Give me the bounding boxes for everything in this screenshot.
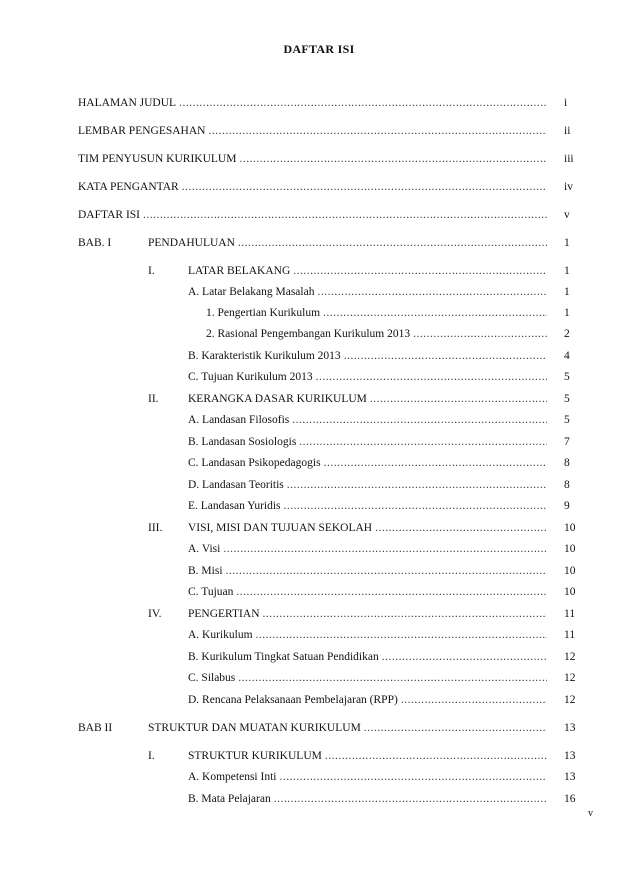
toc-entry-label: C. Tujuan (188, 586, 234, 598)
toc-entry-page-number: 5 (564, 414, 570, 426)
toc-entry-label: A. Kurikulum (188, 629, 253, 641)
toc-entry-label: B. Misi (188, 565, 223, 577)
toc-entry-label: 2. Rasional Pengembangan Kurikulum 2013 (206, 328, 411, 340)
toc-entry-page-number: 12 (564, 651, 576, 663)
page-number-footer: v (588, 808, 593, 819)
toc-entry-label: 1. Pengertian Kurikulum (206, 307, 321, 319)
toc-entry[interactable] (188, 650, 550, 664)
toc-entry-page-number: ii (564, 125, 571, 137)
dot-leader (364, 721, 547, 735)
dot-leader (223, 542, 547, 556)
dot-leader (208, 124, 547, 138)
toc-entry[interactable] (188, 585, 550, 599)
toc-entry-label: A. Latar Belakang Masalah (188, 286, 315, 298)
dot-leader (325, 749, 547, 763)
toc-entry-page-number: 13 (564, 771, 576, 783)
dot-leader (143, 208, 547, 222)
dot-leader (382, 650, 547, 664)
toc-entry[interactable] (206, 306, 550, 320)
toc-entry[interactable] (188, 542, 550, 556)
dot-leader (182, 180, 547, 194)
toc-entry[interactable] (188, 435, 550, 449)
toc-entry-page-number: iii (564, 153, 574, 165)
dot-leader (238, 236, 547, 250)
toc-entry[interactable] (148, 721, 550, 735)
toc-entry-label: B. Landasan Sosiologis (188, 436, 297, 448)
toc-entry-prefix: IV. (148, 608, 162, 620)
dot-leader (323, 306, 547, 320)
toc-entry-page-number: 16 (564, 793, 576, 805)
toc-entry[interactable] (188, 264, 550, 278)
toc-entry-page-number: 9 (564, 500, 570, 512)
toc-entry-page-number: 7 (564, 436, 570, 448)
page-title: DAFTAR ISI (283, 42, 355, 56)
toc-entry[interactable] (188, 392, 550, 406)
toc-entry-prefix: BAB II (78, 722, 113, 734)
toc-entry[interactable] (78, 180, 550, 194)
toc-entry-label: PENGERTIAN (188, 608, 260, 620)
toc-entry-label: LATAR BELAKANG (188, 265, 291, 277)
toc-entry[interactable] (188, 456, 550, 470)
toc-entry-prefix: II. (148, 393, 159, 405)
toc-entry-page-number: 2 (564, 328, 570, 340)
toc-entry[interactable] (188, 413, 550, 427)
toc-entry-page-number: 1 (564, 307, 570, 319)
toc-entry[interactable] (188, 285, 550, 299)
toc-entry-label: D. Landasan Teoritis (188, 479, 284, 491)
toc-entry[interactable] (188, 499, 550, 513)
dot-leader (284, 499, 547, 513)
dot-leader (316, 370, 547, 384)
toc-entry-page-number: 10 (564, 565, 576, 577)
toc-entry-page-number: 10 (564, 522, 576, 534)
toc-entry-page-number: 8 (564, 457, 570, 469)
dot-leader (324, 456, 547, 470)
toc-entry-label: TIM PENYUSUN KURIKULUM (78, 153, 237, 165)
dot-leader (274, 792, 547, 806)
toc-entry-label: B. Mata Pelajaran (188, 793, 271, 805)
toc-entry-prefix: I. (148, 750, 155, 762)
toc-entry[interactable] (188, 671, 550, 685)
toc-entry[interactable] (188, 349, 550, 363)
dot-leader (287, 478, 547, 492)
toc-entry-label: KATA PENGANTAR (78, 181, 179, 193)
toc-entry-page-number: 5 (564, 371, 570, 383)
toc-entry-label: LEMBAR PENGESAHAN (78, 125, 206, 137)
dot-leader (263, 607, 548, 621)
toc-entry[interactable] (188, 693, 550, 707)
toc-entry[interactable] (188, 770, 550, 784)
dot-leader (238, 671, 547, 685)
toc-entry-label: B. Kurikulum Tingkat Satuan Pendidikan (188, 651, 379, 663)
toc-entry-label: A. Kompetensi Inti (188, 771, 277, 783)
dot-leader (239, 152, 547, 166)
toc-entry-prefix: BAB. I (78, 237, 112, 249)
toc-entry-page-number: 10 (564, 543, 576, 555)
toc-entry-prefix: III. (148, 522, 163, 534)
toc-entry[interactable] (206, 327, 550, 341)
toc-entry-page-number: 13 (564, 722, 576, 734)
toc-entry[interactable] (188, 370, 550, 384)
dot-leader (293, 264, 547, 278)
toc-entry-page-number: i (564, 97, 568, 109)
toc-entry[interactable] (188, 478, 550, 492)
toc-entry-page-number: 1 (564, 286, 570, 298)
dot-leader (370, 392, 547, 406)
toc-entry[interactable] (188, 628, 550, 642)
toc-entry-page-number: 11 (564, 608, 576, 620)
toc-entry[interactable] (148, 236, 550, 250)
toc-entry-page-number: 8 (564, 479, 570, 491)
dot-leader (299, 435, 547, 449)
toc-entry[interactable] (78, 152, 550, 166)
toc-entry-label: STRUKTUR KURIKULUM (188, 750, 322, 762)
toc-entry-label: C. Landasan Psikopedagogis (188, 457, 321, 469)
toc-entry[interactable] (78, 208, 550, 222)
toc-entry-page-number: 1 (564, 237, 570, 249)
toc-entry-page-number: v (564, 209, 570, 221)
toc-entry-label: C. Silabus (188, 672, 236, 684)
toc-entry[interactable] (78, 96, 550, 110)
toc-entry-page-number: 11 (564, 629, 576, 641)
dot-leader (179, 96, 547, 110)
toc-entry-page-number: 12 (564, 694, 576, 706)
toc-entry-page-number: iv (564, 181, 573, 193)
toc-entry-label: PENDAHULUAN (148, 237, 235, 249)
toc-entry[interactable] (188, 792, 550, 806)
toc-entry-page-number: 10 (564, 586, 576, 598)
dot-leader (413, 327, 547, 341)
toc-entry-label: VISI, MISI DAN TUJUAN SEKOLAH (188, 522, 373, 534)
toc-entry-label: A. Visi (188, 543, 221, 555)
toc-entry-label: STRUKTUR DAN MUATAN KURIKULUM (148, 722, 361, 734)
dot-leader (344, 349, 547, 363)
toc-entry-label: D. Rencana Pelaksanaan Pembelajaran (RPP) (188, 694, 398, 706)
dot-leader (236, 585, 547, 599)
toc-entry[interactable] (188, 564, 550, 578)
toc-entry-page-number: 12 (564, 672, 576, 684)
dot-leader (317, 285, 547, 299)
dot-leader (375, 521, 547, 535)
dot-leader (292, 413, 547, 427)
toc-entry-page-number: 4 (564, 350, 570, 362)
toc-entry-prefix: I. (148, 265, 155, 277)
dot-leader (401, 693, 547, 707)
toc-entry-page-number: 5 (564, 393, 570, 405)
toc-entry[interactable] (78, 124, 550, 138)
toc-entry-label: E. Landasan Yuridis (188, 500, 281, 512)
toc-entry-label: A. Landasan Filosofis (188, 414, 290, 426)
dot-leader (279, 770, 547, 784)
toc-entry-page-number: 13 (564, 750, 576, 762)
dot-leader (256, 628, 547, 642)
dot-leader (226, 564, 547, 578)
toc-entry[interactable] (188, 521, 550, 535)
toc-entry[interactable] (188, 607, 550, 621)
toc-entry-label: DAFTAR ISI (78, 209, 141, 221)
toc-entry-label: B. Karakteristik Kurikulum 2013 (188, 350, 341, 362)
toc-entry[interactable] (188, 749, 550, 763)
toc-entry-page-number: 1 (564, 265, 570, 277)
toc-entry-label: KERANGKA DASAR KURIKULUM (188, 393, 367, 405)
toc-entry-label: C. Tujuan Kurikulum 2013 (188, 371, 313, 383)
toc-entry-label: HALAMAN JUDUL (78, 97, 177, 109)
